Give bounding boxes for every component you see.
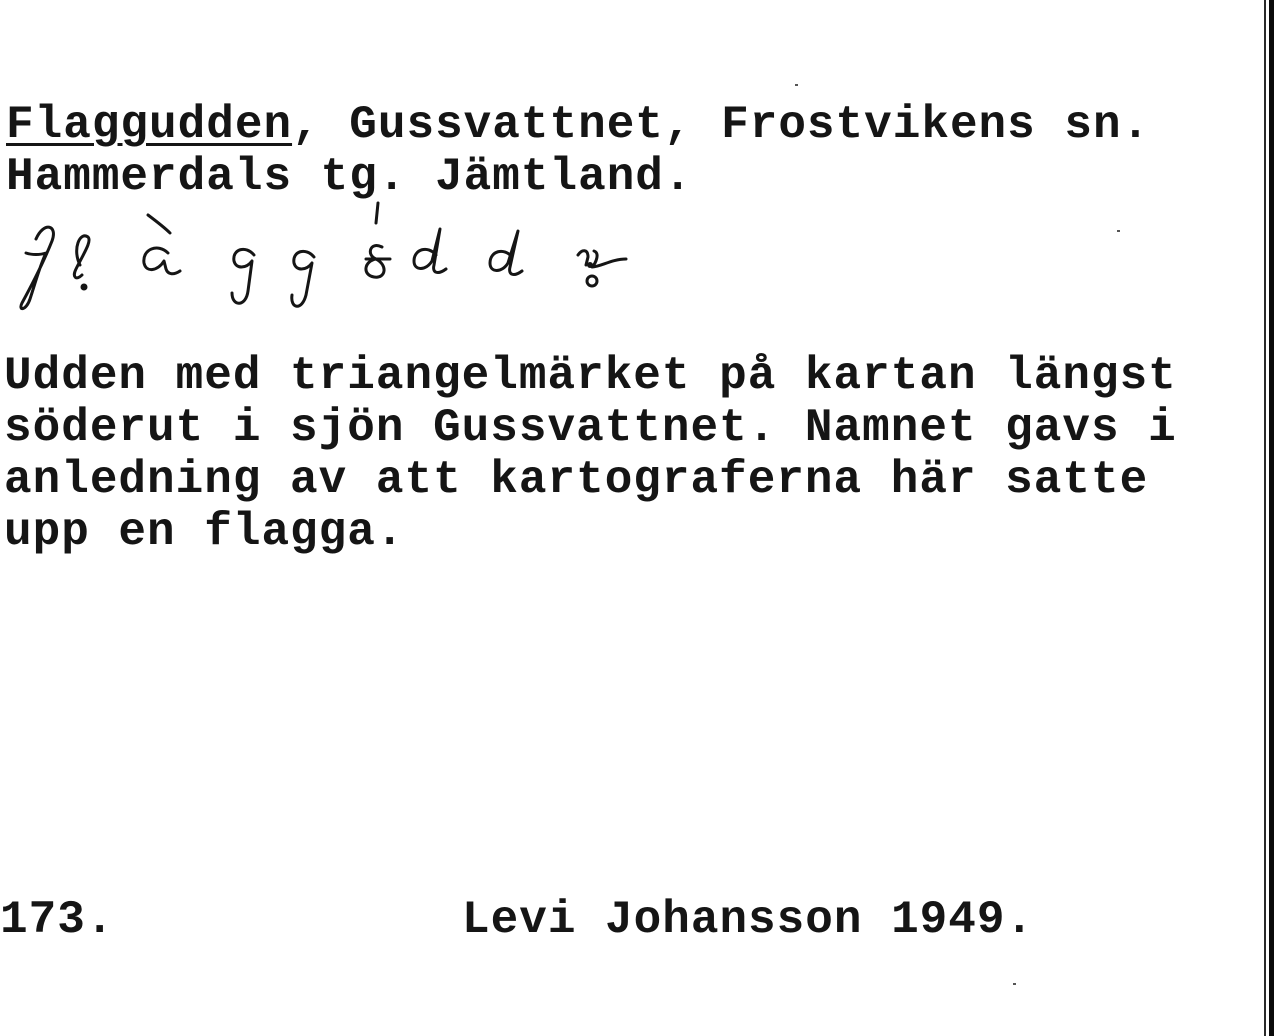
header-location: , Gussvattnet, Frostvikens sn. bbox=[292, 99, 1151, 151]
paper-speck bbox=[1013, 983, 1016, 985]
description-line: upp en flagga. bbox=[4, 506, 405, 558]
paper-speck bbox=[795, 84, 798, 86]
card-edge-line bbox=[1269, 0, 1274, 1036]
description-line: söderut i sjön Gussvattnet. Namnet gavs i bbox=[4, 402, 1177, 454]
paper-speck bbox=[1117, 230, 1120, 232]
card-number: 173. bbox=[0, 894, 115, 946]
header-line-1 bbox=[6, 98, 1150, 152]
card-edge-line-inner bbox=[1264, 0, 1266, 1036]
place-name: Flaggudden bbox=[6, 99, 293, 151]
description-line: anledning av att kartograferna här satte bbox=[4, 454, 1149, 506]
phonetic-transcription bbox=[0, 195, 660, 325]
description-line: Udden med triangelmärket på kartan längst bbox=[4, 350, 1177, 402]
recorder-signature: Levi Johansson 1949. bbox=[462, 894, 1035, 946]
header-line-2: Hammerdals tg. Jämtland. bbox=[6, 151, 693, 203]
description bbox=[4, 350, 1177, 558]
